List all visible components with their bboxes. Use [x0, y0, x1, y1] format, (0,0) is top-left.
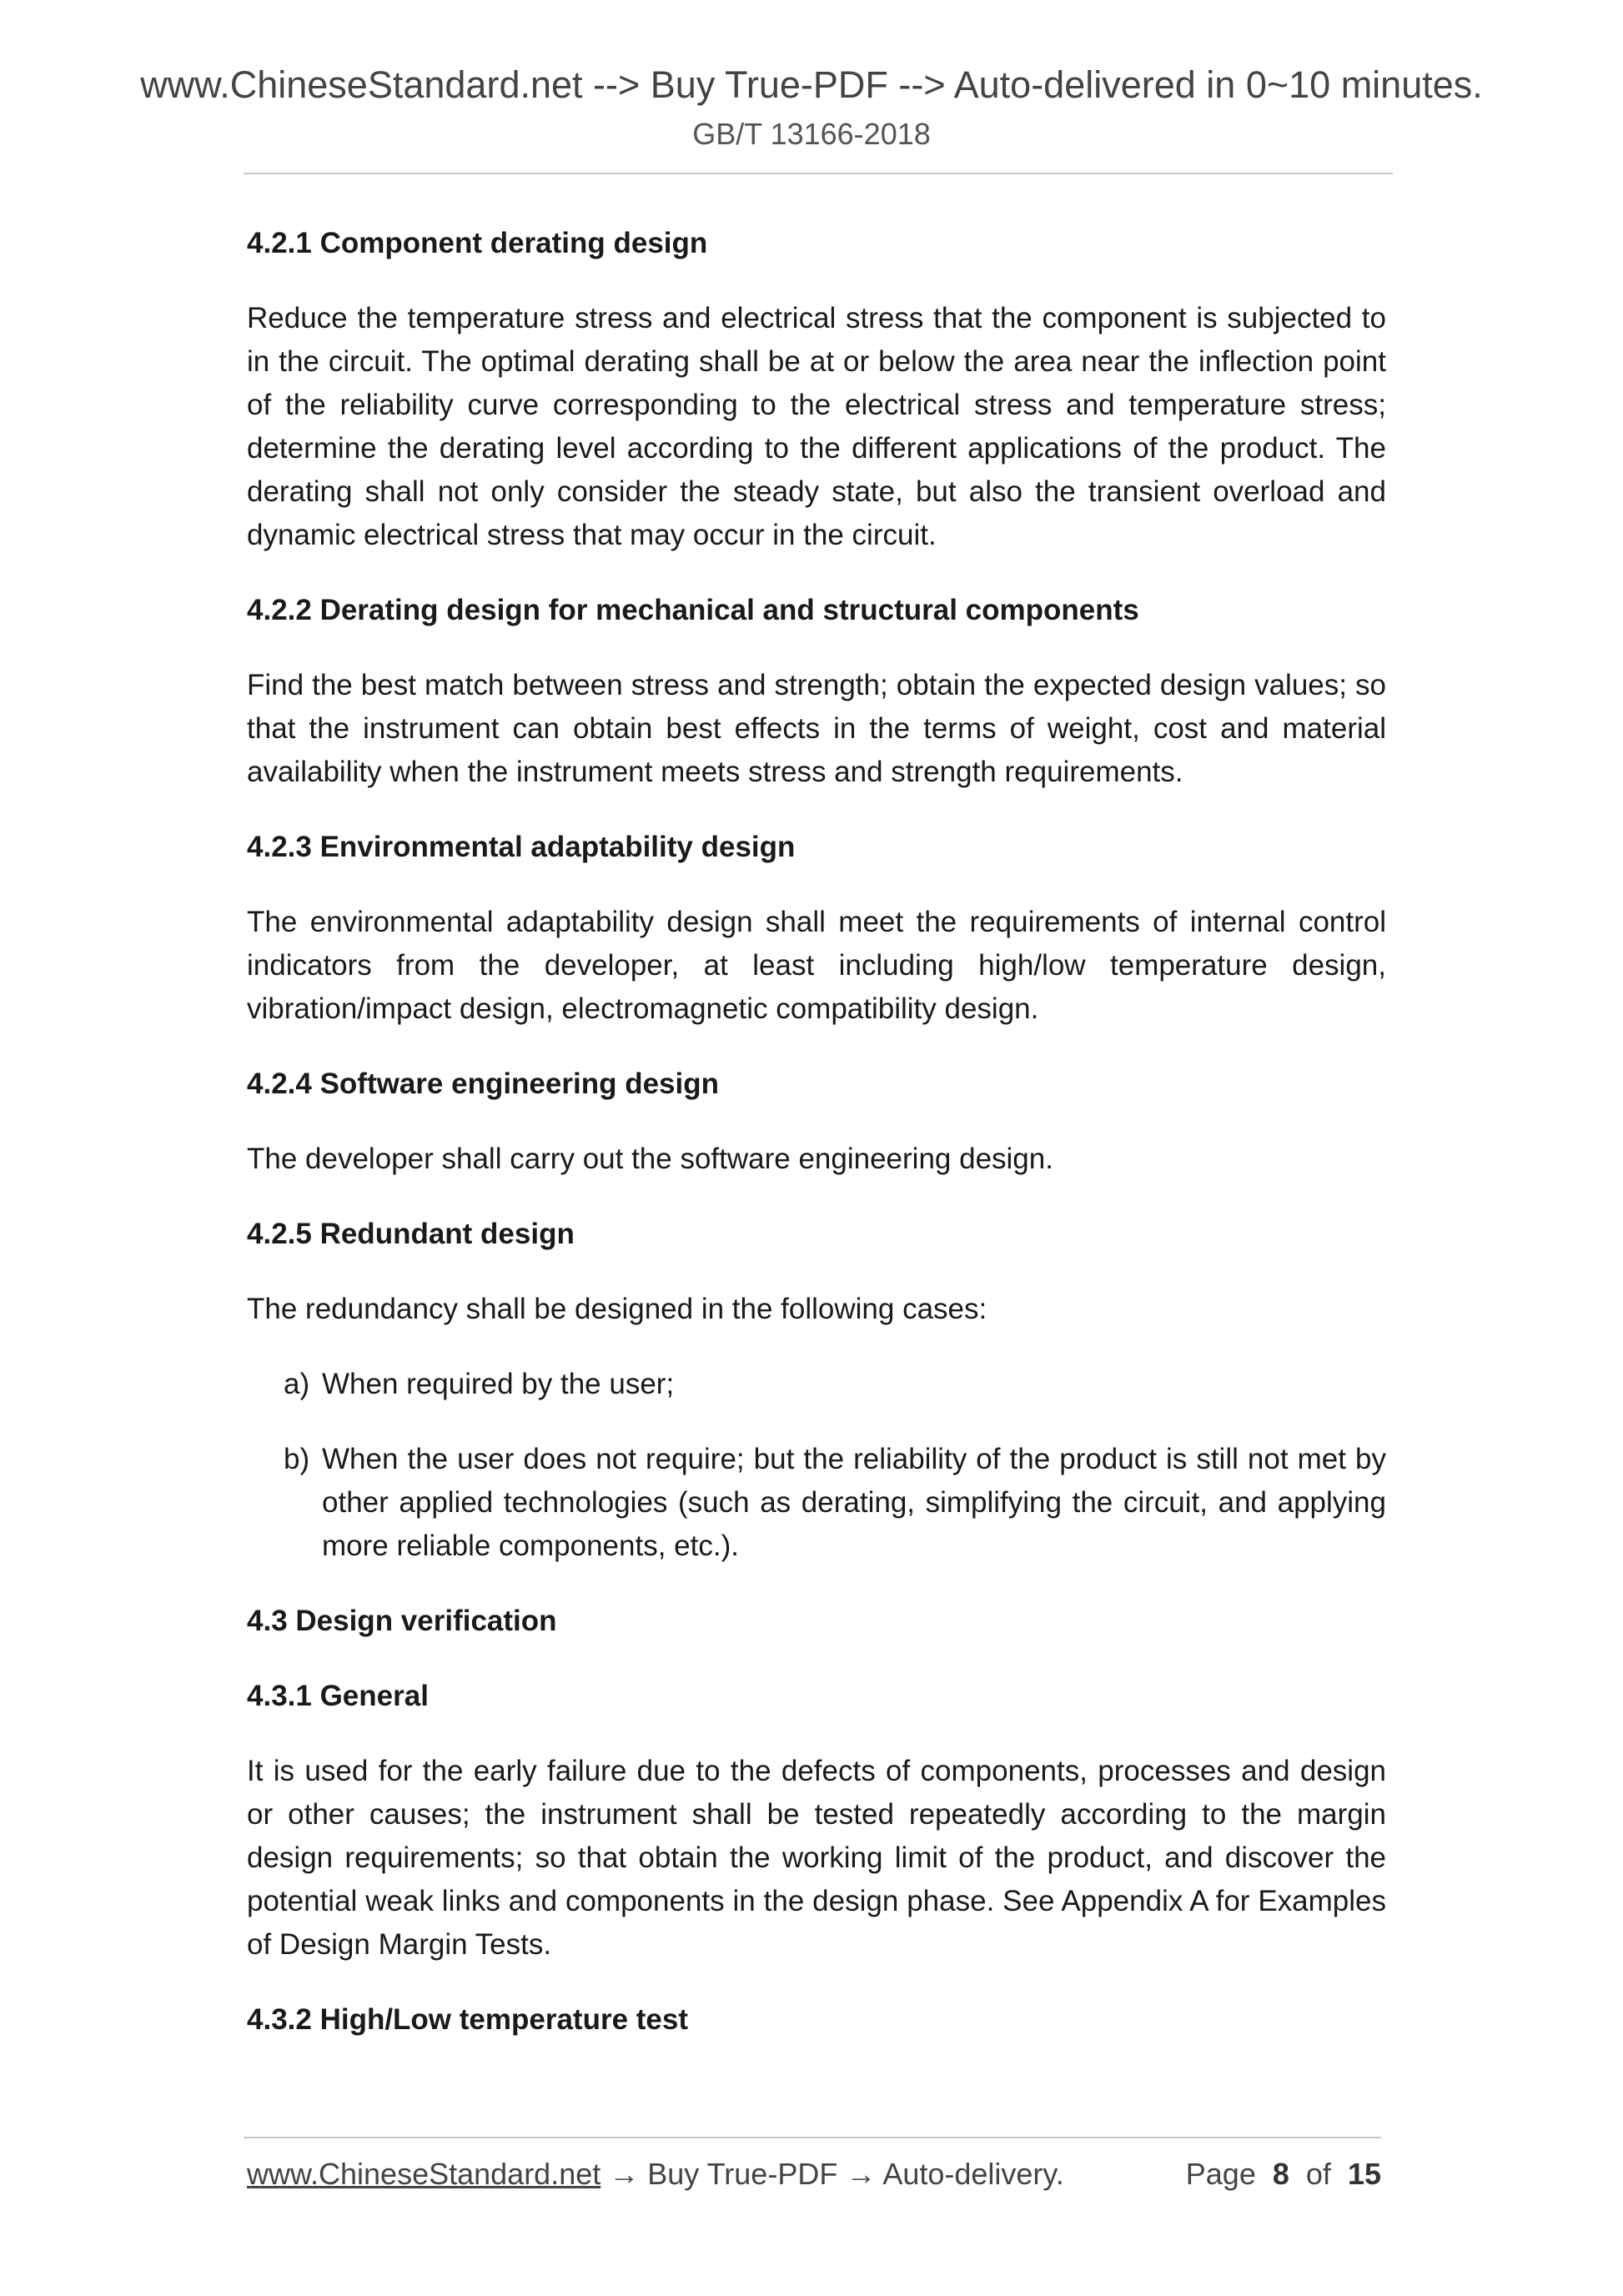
header-divider	[244, 173, 1393, 174]
list-item-label: a)	[284, 1368, 310, 1400]
list-item-label: b)	[284, 1443, 310, 1475]
footer-promo	[247, 2157, 1064, 2192]
section-body-4-2-3: The environmental adaptability design shall meet the requirements of internal control indicators from the developer, at least including high/low temperature design, vibration/impact design, electromagnetic compatibility design.	[247, 906, 1386, 1025]
document-id: GB/T 13166-2018	[692, 117, 931, 151]
page-indicator	[1186, 2157, 1381, 2192]
page-word: Page	[1185, 2157, 1256, 2191]
list-item-text: When the user does not require; but the reliability of the product is still not met by other applied technologies (such as derating, simplifying the circuit, and applying more reliable components, etc.).	[322, 1443, 1386, 1562]
document-body	[247, 222, 1386, 2073]
list-item-text: When required by the user;	[322, 1368, 675, 1400]
section-body-4-3-1: It is used for the early failure due to the defects of components, processes and design or other causes; the instrument shall be tested repeatedly according to the margin design requirements; so that obtain the working limit of the product, and discover the potential weak links and components in the design phase. See Appendix A for Examples of Design Margin Tests.	[247, 1755, 1386, 1961]
section-body-4-2-4: The developer shall carry out the software engineering design.	[247, 1143, 1053, 1175]
of-word: of	[1305, 2157, 1331, 2191]
section-body-4-2-5: The redundancy shall be designed in the following cases:	[247, 1293, 987, 1325]
section-heading-4-2-4: 4.2.4 Software engineering design	[247, 1068, 719, 1100]
footer-promo-trail: → Buy True-PDF → Auto-delivery.	[600, 2157, 1064, 2191]
footer-divider	[244, 2137, 1381, 2138]
list-item	[284, 1438, 1386, 1568]
section-heading-4-2-3: 4.2.3 Environmental adaptability design	[247, 831, 796, 863]
section-heading-4-2-2: 4.2.2 Derating design for mechanical and structural components	[247, 594, 1139, 626]
section-heading-4-3-1: 4.3.1 General	[247, 1680, 429, 1712]
page-total: 15	[1347, 2157, 1381, 2191]
section-heading-4-2-5: 4.2.5 Redundant design	[247, 1218, 575, 1250]
section-body-4-2-2: Find the best match between stress and strength; obtain the expected design values; so that the instrument can obtain best effects in the terms of weight, cost and material availability when the instrument meets stress and strength requirements.	[247, 669, 1386, 788]
section-heading-4-2-1: 4.2.1 Component derating design	[247, 227, 708, 259]
page-footer	[247, 2157, 1381, 2192]
section-heading-4-3-2: 4.3.2 High/Low temperature test	[247, 2003, 689, 2036]
header-banner: www.ChineseStandard.net --> Buy True-PDF --> Auto-delivered in 0~10 minutes.	[140, 63, 1483, 106]
section-heading-4-3: 4.3 Design verification	[247, 1605, 557, 1637]
section-body-4-2-1: Reduce the temperature stress and electrical stress that the component is subjected to in the circuit. The optimal derating shall be at or below the area near the inflection point of the reliability curve corresponding to the electrical stress and temperature stress; determine the derating level according to the different applications of the product. The derating shall not only consider the steady state, but also the transient overload and dynamic electrical stress that may occur in the circuit.	[247, 302, 1386, 551]
list-item	[284, 1363, 1386, 1406]
footer-site-link[interactable]: www.ChineseStandard.net	[247, 2157, 601, 2191]
page-number: 8	[1272, 2157, 1289, 2191]
